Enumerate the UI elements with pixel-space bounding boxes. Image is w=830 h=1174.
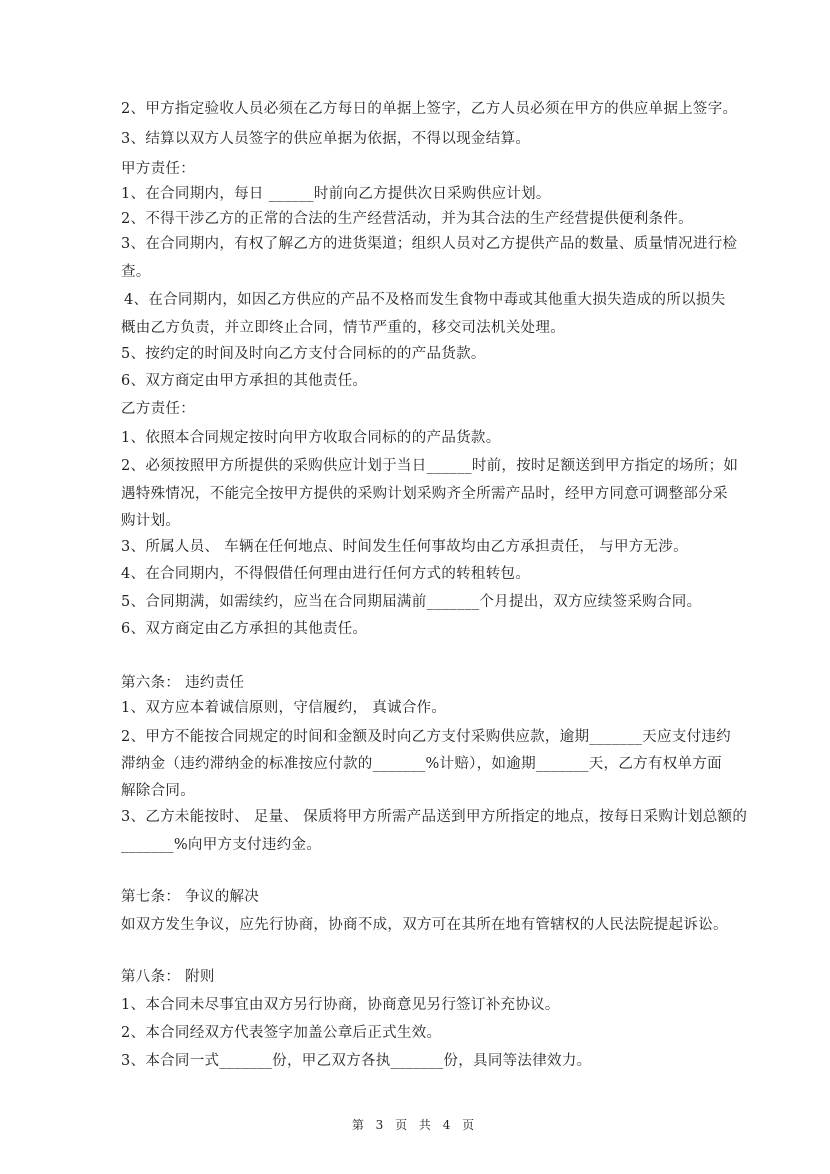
text-line: 2、甲方不能按合同规定的时间和金额及时向乙方支付采购供应款，逾期_______天应支付违约 (121, 729, 731, 745)
text-line: 遇特殊情况，不能完全按甲方提供的采购计划采购齐全所需产品时，经甲方同意可调整部分采 (121, 486, 728, 502)
text-line: 4、在合同期内，不得假借任何理由进行任何方式的转租转包。 (121, 566, 531, 582)
text-line: 概由乙方负责，并立即终止合同，情节严重的，移交司法机关处理。 (121, 320, 565, 336)
text-line: 1、依照本合同规定按时向甲方收取合同标的的产品货款。 (121, 430, 501, 446)
text-line: 6、双方商定由甲方承担的其他责任。 (121, 373, 368, 389)
text-line: 3、本合同一式_______份，甲乙双方各执_______份，具同等法律效力。 (121, 1053, 592, 1069)
text-line: 2、不得干涉乙方的正常的合法的生产经营活动，并为其合法的生产经营提供便利条件。 (121, 211, 693, 227)
text-line: 如双方发生争议，应先行协商，协商不成，双方可在其所在地有管辖权的人民法院提起诉讼。 (121, 917, 728, 933)
text-line: 购计划。 (121, 513, 181, 529)
text-line: 滞纳金（违约滞纳金的标准按应付款的_______%计赔），如逾期_______天，乙方有权单方面 (121, 756, 722, 772)
text-line: 第八条： 附则 (121, 969, 215, 985)
text-line: 1、双方应本着诚信原则，守信履约， 真诚合作。 (121, 700, 447, 716)
text-line: 2、本合同经双方代表签字加盖公章后正式生效。 (121, 1025, 442, 1041)
text-line: 第七条： 争议的解决 (121, 889, 260, 905)
text-line: 1、本合同未尽事宜由双方另行协商，协商意见另行签订补充协议。 (121, 997, 560, 1013)
text-line: 3、在合同期内，有权了解乙方的进货渠道；组织人员对乙方提供产品的数量、质量情况进行检 (121, 236, 738, 252)
text-line: 解除合同。 (121, 783, 195, 799)
text-line: 第六条： 违约责任 (121, 675, 245, 691)
text-line: 1、在合同期内，每日 ______时前向乙方提供次日采购供应计划。 (121, 186, 551, 202)
text-line: _______%向甲方支付违约金。 (121, 837, 322, 853)
text-line: 3、所属人员、 车辆在任何地点、时间发生任何事故均由乙方承担责任， 与甲方无涉。 (121, 539, 688, 555)
text-line: 乙方责任： (121, 401, 195, 417)
text-line: 甲方责任： (121, 161, 195, 177)
text-line: 5、合同期满，如需续约，应当在合同期届满前_______个月提出，双方应续签采购合同。 (121, 594, 702, 610)
text-line: 3、结算以双方人员签字的供应单据为依据，不得以现金结算。 (121, 131, 531, 147)
text-line: 5、按约定的时间及时向乙方支付合同标的的产品货款。 (121, 346, 486, 362)
page-footer: 第 3 页 共 4 页 (351, 1118, 479, 1132)
text-line: 3、乙方未能按时、 足量、 保质将甲方所需产品送到甲方所指定的地点，按每日采购计划总额的 (121, 809, 748, 825)
text-line: 2、必须按照甲方所提供的采购供应计划于当日______时前，按时足额送到甲方指定的场所；如 (121, 458, 739, 474)
text-line: 查。 (121, 264, 151, 280)
text-line: 4、在合同期内，如因乙方供应的产品不及格而发生食物中毒或其他重大损失造成的所以损失 (124, 292, 726, 308)
text-line: 6、双方商定由乙方承担的其他责任。 (121, 621, 368, 637)
text-line: 2、甲方指定验收人员必须在乙方每日的单据上签字，乙方人员必须在甲方的供应单据上签字。 (121, 101, 738, 117)
